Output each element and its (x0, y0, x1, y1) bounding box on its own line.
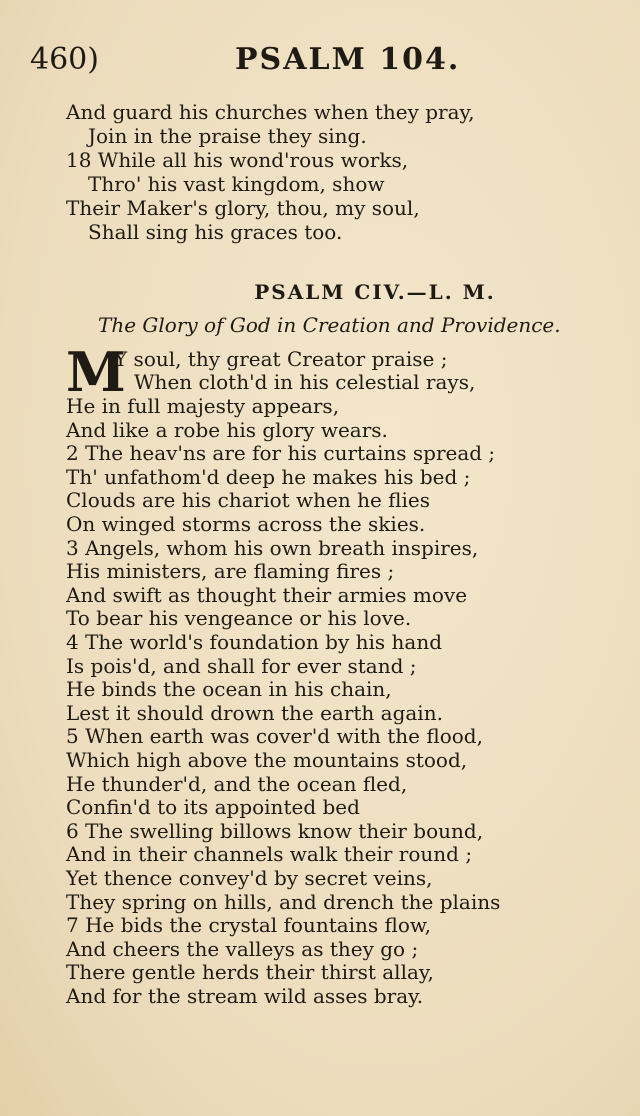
running-title: PSALM 104. (235, 42, 461, 77)
verse-line: When cloth'd in his celestial rays, (134, 370, 476, 394)
verse-line: 5 When earth was cover'd with the flood, (66, 724, 483, 748)
verse-line: Is pois'd, and shall for ever stand ; (66, 654, 417, 678)
verse-line: Clouds are his chariot when he flies (66, 488, 431, 512)
verse-line: Their Maker's glory, thou, my soul, (66, 196, 420, 220)
verse-line: Y soul, thy great Creator praise ; (114, 347, 448, 371)
verse-line: And swift as thought their armies move (66, 583, 468, 607)
verse-line: And in their channels walk their round ; (66, 842, 473, 866)
verse-line: Confin'd to its appointed bed (66, 795, 360, 819)
verse-line: And guard his churches when they pray, (66, 100, 475, 124)
verse-line: His ministers, are flaming fires ; (66, 559, 395, 583)
verse-line: On winged storms across the skies. (66, 512, 426, 536)
page-number: 460) (30, 42, 99, 77)
verse-line: He thunder'd, and the ocean fled, (66, 772, 408, 796)
verse-line: Lest it should drown the earth again. (66, 701, 443, 725)
verse-line: 7 He bids the crystal fountains flow, (66, 913, 432, 937)
verse-line: And cheers the valleys as they go ; (66, 937, 419, 961)
drop-cap: M (66, 340, 126, 404)
verse-line: 2 The heav'ns are for his curtains spread ; (66, 441, 496, 465)
verse-line: Join in the praise they sing. (88, 124, 367, 148)
verse-line: 4 The world's foundation by his hand (66, 630, 443, 654)
verse-line: And like a robe his glory wears. (66, 418, 388, 442)
verse-line: 3 Angels, whom his own breath inspires, (66, 536, 479, 560)
psalm-heading (0, 280, 640, 304)
verse-line: Th' unfathom'd deep he makes his bed ; (66, 465, 471, 489)
verse-line: Yet thence convey'd by secret veins, (66, 866, 433, 890)
page-header (30, 42, 610, 82)
verse-line: He in full majesty appears, (66, 394, 340, 418)
verse-line: He binds the ocean in his chain, (66, 677, 392, 701)
verse-line: 18 While all his wond'rous works, (66, 148, 409, 172)
verse-line: To bear his vengeance or his love. (66, 606, 412, 630)
verse-line: They spring on hills, and drench the plains (66, 890, 501, 914)
verse-line: Thro' his vast kingdom, show (88, 172, 385, 196)
verse-line: 6 The swelling billows know their bound, (66, 819, 484, 843)
verse-line: Shall sing his graces too. (88, 220, 343, 244)
verse-line: Which high above the mountains stood, (66, 748, 468, 772)
psalm-subtitle: The Glory of God in Creation and Providence. (98, 313, 561, 337)
psalm-heading-text: PSALM CIV.—L. M. (254, 280, 496, 304)
verse-line: And for the stream wild asses bray. (66, 984, 424, 1008)
verse-line: There gentle herds their thirst allay, (66, 960, 434, 984)
